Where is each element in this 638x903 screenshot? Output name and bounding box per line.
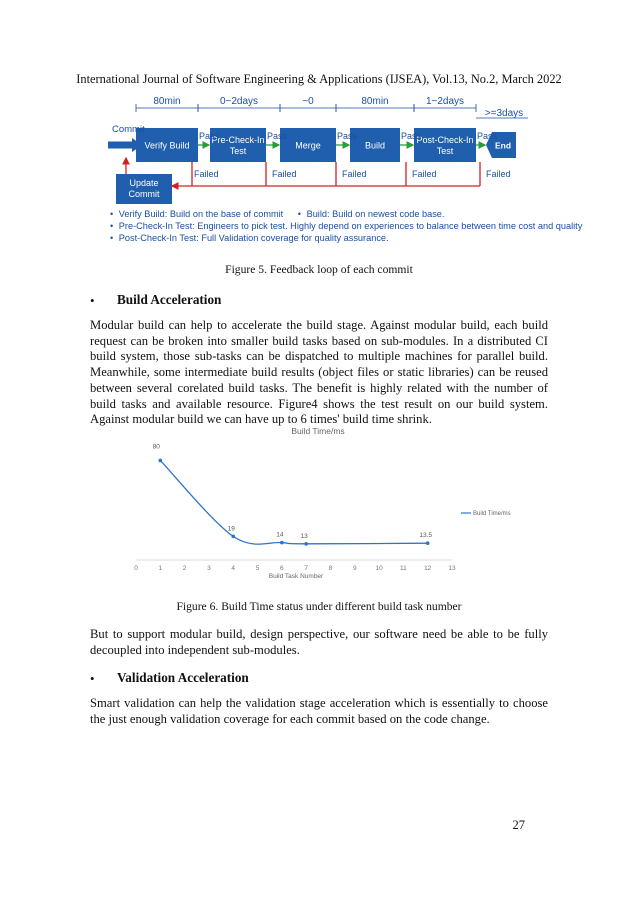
- x-tick-label: 5: [255, 565, 260, 572]
- data-label: 14: [276, 531, 284, 539]
- timing-label: ~0: [302, 96, 314, 107]
- x-tick-label: 2: [182, 565, 187, 572]
- data-label: 13: [300, 532, 308, 540]
- pass-label: Pass: [477, 131, 498, 141]
- timing-label: 0~2days: [219, 96, 259, 107]
- timing-dimensions: [136, 104, 528, 118]
- data-point: [280, 541, 284, 545]
- x-tick-label: 10: [375, 565, 383, 572]
- section-heading: Validation Acceleration: [117, 670, 249, 685]
- note-bullet: •: [110, 209, 114, 219]
- data-point: [426, 541, 430, 545]
- failed-label: Failed: [194, 169, 219, 179]
- data-point: [159, 459, 163, 463]
- stage-label: Post-Check-In: [416, 135, 474, 145]
- x-tick-label: 12: [424, 565, 432, 572]
- stage-label: Verify Build: [144, 140, 190, 151]
- stage-label: Test: [229, 146, 247, 156]
- stage-box: [414, 128, 476, 162]
- failed-label: Failed: [486, 169, 511, 179]
- series-line: [160, 460, 427, 544]
- note-bullet: •: [110, 221, 114, 231]
- data-labels: [153, 443, 433, 539]
- bullet-icon: •: [90, 293, 95, 308]
- note-row-1: [110, 208, 530, 220]
- x-tick-label: 11: [400, 565, 407, 572]
- timing-label: 1~2days: [425, 96, 465, 107]
- failed-label: Failed: [412, 169, 437, 179]
- x-tick-label: 7: [304, 565, 308, 572]
- note-pre-check-in: Pre-Check-In Test: Engineers to pick test. Highly depend on experiences to balance between time cost and quality: [118, 221, 583, 231]
- note-verify-build: Verify Build: Build on the base of commit: [118, 209, 284, 219]
- x-tick-label: 13: [448, 565, 456, 572]
- x-axis-title: Build Task Number: [268, 573, 324, 580]
- update-commit-label: Commit: [128, 189, 160, 199]
- stage-label: Build: [364, 140, 386, 151]
- pass-label: Pass: [267, 131, 288, 141]
- timing-label: >=3days: [484, 108, 524, 119]
- data-label: 13.5: [419, 532, 433, 540]
- note-build: Build: Build on newest code base.: [306, 209, 445, 219]
- figure6-caption: Figure 6. Build Time status under different build task number: [176, 600, 462, 613]
- chart-title: Build Time/ms: [291, 426, 345, 436]
- section-validation-acceleration: [90, 670, 249, 688]
- decoupling-paragraph: But to support modular build, design perspective, our software need be able to be fully decoupled into independent sub-modules.: [90, 627, 548, 657]
- x-tick-labels: [134, 565, 456, 572]
- x-tick-label: 8: [328, 565, 333, 572]
- data-point: [231, 535, 235, 539]
- pass-label: Pass: [401, 131, 422, 141]
- build-time-chart: [118, 420, 518, 590]
- figure-notes: [110, 208, 583, 244]
- x-tick-label: 0: [134, 565, 138, 572]
- note-post-check-in: Post-Check-In Test: Full Validation coverage for quality assurance.: [118, 233, 389, 243]
- section-heading: Build Acceleration: [117, 292, 222, 307]
- note-row-2: [110, 220, 583, 232]
- x-tick-label: 3: [207, 565, 211, 572]
- stage-label: Pre-Check-In: [211, 135, 265, 145]
- commit-label: Commit: [112, 124, 145, 135]
- x-tick-label: 1: [158, 565, 163, 572]
- figure5-caption: Figure 5. Feedback loop of each commit: [225, 263, 413, 276]
- validation-acceleration-paragraph: Smart validation can help the validation stage acceleration which is essentially to choose the just enough validation coverage for each commit based on the code change.: [90, 696, 548, 726]
- build-acceleration-paragraph: Modular build can help to accelerate the build stage. Against modular build, each build request can be broken into smaller build tasks based on sub-modules. In a distributed CI build system, those sub-tasks can be dispatched to multiple machines for parallel build. Meanwhile, some intermediate build results (object files or static libraries) can be reused between several corelated build tasks. The benefit is highly related with the number of build tasks and available resource. Figure4 shows the test result on our build system. Against modular build we can have up to 6 times' build time shrink.: [90, 318, 548, 427]
- pass-label: Pass: [199, 131, 220, 141]
- bullet-icon: •: [90, 671, 95, 686]
- data-label: 19: [227, 525, 235, 533]
- legend: [461, 511, 511, 517]
- failed-label: Failed: [342, 169, 367, 179]
- timing-label: 80min: [361, 96, 389, 107]
- x-tick-label: 6: [280, 565, 284, 572]
- stage-label: Test: [436, 146, 454, 156]
- x-tick-label: 4: [231, 565, 236, 572]
- data-label: 80: [152, 443, 160, 451]
- data-point: [304, 542, 308, 546]
- series-points: [159, 459, 433, 546]
- timing-label: 80min: [153, 96, 181, 107]
- timing-labels: [153, 96, 523, 119]
- failed-label: Failed: [272, 169, 297, 179]
- note-row-3: [110, 232, 530, 244]
- legend-label: Build Time/ms: [473, 511, 511, 517]
- x-tick-label: 9: [352, 565, 357, 572]
- end-label: End: [494, 140, 512, 151]
- note-bullet: •: [110, 233, 114, 243]
- pass-label: Pass: [337, 131, 358, 141]
- update-commit-label: Update: [129, 178, 159, 188]
- note-bullet: •: [297, 209, 301, 219]
- page-number: 27: [512, 818, 525, 832]
- stage-label: Merge: [295, 140, 321, 151]
- section-build-acceleration: [90, 292, 222, 310]
- running-header: International Journal of Software Engineering & Applications (IJSEA), Vol.13, No.2, March 2022: [76, 72, 562, 86]
